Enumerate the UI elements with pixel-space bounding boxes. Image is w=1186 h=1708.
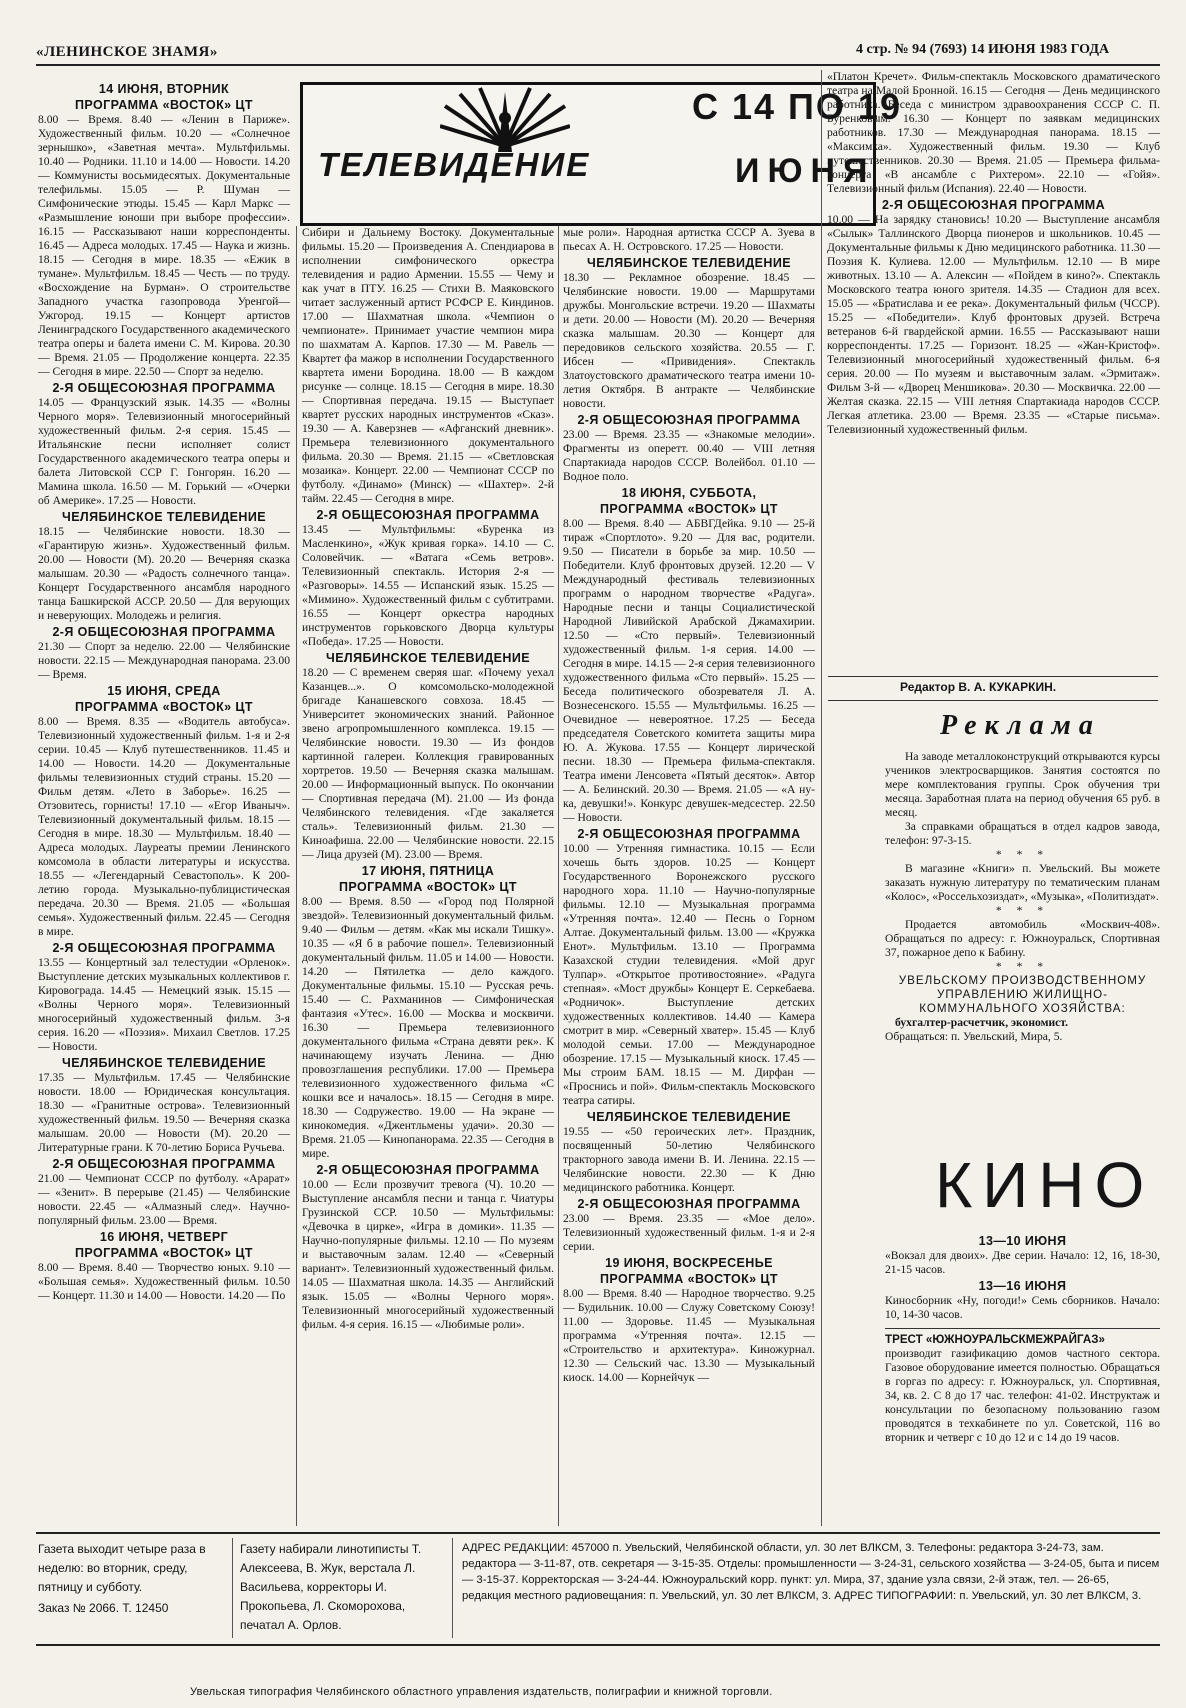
section-heading: 2-Я ОБЩЕСОЮЗНАЯ ПРОГРАММА bbox=[881, 198, 1106, 212]
cinema-date: 13—16 ИЮНЯ bbox=[978, 1279, 1067, 1293]
program-text: 10.00 — Если прозвучит тревога (Ч). 10.20 — Выступление ансамбля песни и танца г. Чиатуры Грузинской ССР. 10.50 — Мультфильмы: «Девочка в цирке», «Игра в домики». 11.35 — Научно-популярные фильмы. 12.10 — По музеям и выставочным залам. 12.40 — «Северный вариант». Телевизионный художественный фильм. 14.05 — Шахматная школа. 14.35 — Английский язык. 15.05 — «Волны Черного моря». Телевизионный многосерийный художественный фильм. 4-я серия. 16.15 — «Любимые роли». bbox=[302, 1178, 554, 1331]
column-divider bbox=[452, 1538, 453, 1638]
banner-dates: С 14 ПО 19 bbox=[692, 86, 902, 127]
ad-text: производит газификацию домов частного сектора. Газовое оборудование имеется полностью. Обращаться в горгаз по адресу: г. Южноуральск, ул. Спортивная, 34, кв. 2. С 8 до 17 час. телефон: 41-02. Инструктаж и консультации по безопасному пользованию газом проводятся в техкабинете по ул. Советской, 116 во вторник и четверг с 10 до 12 и с 14 до 19 часов. bbox=[885, 1347, 1160, 1444]
section-heading: 2-Я ОБЩЕСОЮЗНАЯ ПРОГРАММА bbox=[577, 827, 801, 841]
cinema-block bbox=[885, 1232, 1160, 1522]
section-heading: ЧЕЛЯБИНСКОЕ ТЕЛЕВИДЕНИЕ bbox=[587, 256, 791, 270]
program-text: 10.00 — Утренняя гимнастика. 10.15 — Если хочешь быть здоров. 10.25 — Концерт Государственного Воронежского русского народного хора. 11.10 — Научно-популярные фильмы. 12.10 — Музыкальная программа «Утренняя почта». 12.40 — Песнь о Горном Алтае. Документальный фильм. 13.00 — «Кружка Енот». Мультфильм. 13.10 — Программа Казахской студии телевидения. «Мой друг Тулпар». «Открытое противостояние». «Радуга степная». «Мост дружбы» Концерт Е. Серкебаева. «Родничок». Выступление детских художественных коллективов. 14.40 — Камера смотрит в мир. «Северный хватер». 15.45 — Клуб молодой семьи. 17.00 — Международное обозрение. 17.15 — Музыкальный киоск. 17.45 — Мы строим БАМ. 18.15 — М. Дирфан — «Проснись и пой». Фильм-спектакль Московского театра сатиры. bbox=[563, 842, 815, 1107]
ads-block bbox=[885, 750, 1160, 1140]
section-heading: ПРОГРАММА «ВОСТОК» ЦТ bbox=[75, 700, 253, 714]
reklama-title: Реклама bbox=[940, 710, 1101, 741]
program-text: 18.20 — С временем сверяя шаг. «Почему уехал Казанцев...». О комсомольско-молодежной бригаде Канашевского совхоза. 18.45 — Университет экономических знаний. Районное звено агропромышленного комплекса. 19.15 — Челябинские новости. 19.30 — Из фондов картинной галереи. Коллекция гравированных хортретов. 19.50 — Вечерняя сказка малышам. 20.00 — Информационный выпуск. По окончании — Спортивная передача (М). 21.00 — Из фонда Челябинского телевидения. «Где закаляется сталь». Телевизионный фильм. 21.30 — Киноафиша. 22.00 — Челябинские новости. 22.15 — Лица друзей (М). 23.00 — Время. bbox=[302, 666, 554, 861]
section-heading: ПРОГРАММА «ВОСТОК» ЦТ bbox=[75, 98, 253, 112]
program-text: 18.30 — Рекламное обозрение. 18.45 — Челябинские новости. 19.00 — Маршрутами дружбы. Монгольские встречи. 19.20 — Шахматы и дети. 20.00 — Новости (М). 20.20 — Вечерняя сказка малышам. 20.30 — Концерт для передовиков сельского хозяйства. 20.55 — Г. Ибсен — «Привидения». Спектакль Златоустовского драматического театра имени 10-летия Октября. В антракте — Челябинские новости. bbox=[563, 271, 815, 410]
ad-text: В магазине «Книги» п. Увельский. Вы можете заказать нужную литературу по тематическим планам «Колос», «Россельхозиздат», «Музыка», «Политиздат». bbox=[885, 862, 1160, 903]
banner-title: ТЕЛЕВИДЕНИЕ bbox=[318, 146, 591, 183]
footer-credits: Газету набирали линотиписты Т. Алексеева, В. Жук, верстала Л. Васильева, корректоры И. Прокопьева, Л. Скоморохова, печатал А. Орлов. bbox=[240, 1542, 422, 1632]
cinema-text: Киносборник «Ну, погоди!» Семь сборников. Начало: 10, 14-30 часов. bbox=[885, 1294, 1160, 1321]
program-text: 21.00 — Чемпионат СССР по футболу. «Арарат» — «Зенит». В перерыве (21.45) — Челябинские новости. 22.45 — «Алмазный след». Научно-популярный фильм. 23.00 — Время. bbox=[38, 1172, 290, 1227]
program-text: 23.00 — Время. 23.35 — «Знакомые мелодии». Фрагменты из оперетт. 00.40 — VIII летняя Спартакиада народов СССР. Волейбол. 01.10 — Водное поло. bbox=[563, 428, 815, 483]
program-text: 23.00 — Время. 23.35 — «Мое дело». Телевизионный художественный фильм. 1-я и 2-я серии. bbox=[563, 1212, 815, 1253]
section-heading: 2-Я ОБЩЕСОЮЗНАЯ ПРОГРАММА bbox=[316, 508, 540, 522]
footer-rule bbox=[36, 1644, 1160, 1646]
section-heading: 2-Я ОБЩЕСОЮЗНАЯ ПРОГРАММА bbox=[577, 1197, 801, 1211]
program-text: 14.05 — Французский язык. 14.35 — «Волны Черного моря». Телевизионный многосерийный художественный фильм. 2-я серия. 15.45 — Итальянские песни исполняет солист Государственного академического театра оперы и балета Литовской ССР Г. Гонгорян. 16.20 — Мамина школа. 16.50 — М. Горький — «Очерки об Америке». 17.25 — Новости. bbox=[38, 396, 290, 507]
program-text: 18.15 — Челябинские новости. 18.30 — «Гарантирую жизнь». Художественный фильм. 20.00 — Новости (М). 20.20 — Вечерняя сказка малышам. 20.30 — «Радость солнечного танца». Концерт Государственного ансамбля народного танца Башкирской АССР. 20.50 — Для верующих и неверующих. Молодежь и религия. bbox=[38, 525, 290, 622]
divider bbox=[885, 1328, 1160, 1329]
column-divider bbox=[232, 1538, 233, 1638]
footer-order: Заказ № 2066. Т. 12450 bbox=[38, 1601, 169, 1615]
day-title: 18 ИЮНЯ, СУББОТА, bbox=[621, 486, 757, 500]
ad-text: Обращаться: п. Увельский, Мира, 5. bbox=[885, 1030, 1063, 1043]
footer-address: АДРЕС РЕДАКЦИИ: 457000 п. Увельский, Челябинской области, ул. 30 лет ВЛКСМ, 3. Телефоны: редактора 3-24-73, зам. редактора — 3-11-87, отв. секретаря — 3-15-35. Отделы: промышленности — 3-24-31, сельского хозяйства — 3-24-05, быта и писем — 3-15-37. Корректорская — 3-24-44. Южноуральский корр. пункт: ул. Мира, 37, здание узла связи, 2-й этаж, тел. — 26-65, редакция местного радиовещания: п. Увельский, ул. 30 лет ВЛКСМ, 3. АДРЕС ТИПОГРАФИИ: п. Увельский, ул. 30 лет ВЛКСМ, 3. bbox=[462, 1542, 1160, 1602]
day-title: 16 ИЮНЯ, ЧЕТВЕРГ bbox=[99, 1230, 229, 1244]
cinema-date: 13—10 ИЮНЯ bbox=[978, 1234, 1067, 1248]
program-text: 13.45 — Мультфильмы: «Буренка из Масленкино», «Жук кривая горка». 14.10 — С. Соловейчик. — «Ватага «Семь ветров». Телевизионный спектакль. История 2-я — «Разговоры». 14.55 — Испанский язык. 15.25 — «Мимино». Художественный фильм с субтитрами. 16.55 — Концерт оркестра народных инструментов горьковского Дворца культуры «Победа». 17.25 — Новости. bbox=[302, 523, 554, 648]
cinema-text: «Вокзал для двоих». Две серии. Начало: 12, 16, 18-30, 21-15 часов. bbox=[885, 1249, 1160, 1276]
kino-title: КИНО bbox=[935, 1149, 1155, 1221]
section-heading: ЧЕЛЯБИНСКОЕ ТЕЛЕВИДЕНИЕ bbox=[326, 651, 530, 665]
footer-schedule bbox=[38, 1540, 218, 1618]
separator-stars: * * * bbox=[995, 904, 1050, 917]
day-title: 14 ИЮНЯ, ВТОРНИК bbox=[98, 82, 230, 96]
section-heading: ПРОГРАММА «ВОСТОК» ЦТ bbox=[75, 1246, 253, 1260]
program-text: «Платон Кречет». Фильм-спектакль Московского драматического театра на Малой Бронной. 16.15 — Сегодня — День медицинского работника. Беседа с министром здравоохранения СССР С. П. Буренковым. 16.30 — Концерт по заявкам медицинских работников. 17.30 — Международная панорама. 18.15 — «Максимка». Художественный фильм. 19.30 — Клуб путешественников. 20.30 — Время. 21.05 — Премьера фильма-концерта «В ансамбле с Рихтером». 22.10 — «Гойя». Телевизионный фильм (Испания). 22.40 — Новости. bbox=[827, 70, 1160, 195]
ad-text: Продается автомобиль «Москвич-408». Обращаться по адресу: г. Южноуральск, Спортивная 37, пожарное депо к Бабину. bbox=[885, 918, 1160, 959]
section-heading: ПРОГРАММА «ВОСТОК» ЦТ bbox=[600, 502, 778, 516]
section-heading: 2-Я ОБЩЕСОЮЗНАЯ ПРОГРАММА bbox=[52, 1157, 276, 1171]
column-2 bbox=[302, 226, 554, 1526]
editor-name: Редактор В. А. КУКАРКИН. bbox=[900, 680, 1057, 694]
column-4 bbox=[827, 70, 1160, 670]
ad-text: На заводе металлоконструкций открываются курсы учеников электросварщиков. Занятия состоятся по мере комплектования группы. Срок обучения три месяца. Заработная плата на период обучения 65 руб. в месяц. bbox=[885, 750, 1160, 819]
masthead-rule bbox=[36, 64, 1160, 66]
section-heading: 2-Я ОБЩЕСОЮЗНАЯ ПРОГРАММА bbox=[52, 381, 276, 395]
ad-heading: УВЕЛЬСКОМУ ПРОИЗВОДСТВЕННОМУ УПРАВЛЕНИЮ ЖИЛИЩНО-КОММУНАЛЬНОГО ХОЗЯЙСТВА: bbox=[898, 974, 1147, 1015]
program-text: 8.00 — Время. 8.40 — Народное творчество. 9.25 — Будильник. 10.00 — Служу Советскому Союзу! 11.00 — Здоровье. 11.45 — Музыкальная программа «Утренняя почта». 12.15 — «Строительство и архитектура». Киножурнал. 12.30 — Сельский час. 13.30 — Музыкальный киоск. 14.00 — Корнейчук — bbox=[563, 1287, 815, 1384]
day-title: 19 ИЮНЯ, ВОСКРЕСЕНЬЕ bbox=[605, 1256, 773, 1270]
printer-line: Увельская типография Челябинского областного управления издательств, полиграфии и книжной торговли. bbox=[190, 1686, 773, 1698]
program-text: 19.55 — «50 героических лет». Праздник, посвященный 50-летию Челябинского тракторного завода имени В. И. Ленина. 22.15 — Челябинские новости. 22.30 — К Дню медицинского работника. Концерт. bbox=[563, 1125, 815, 1194]
separator-stars: * * * bbox=[995, 960, 1050, 973]
ad-text: бухгалтер-расчетчик, экономист. bbox=[895, 1016, 1069, 1029]
column-divider bbox=[296, 226, 297, 1526]
section-heading: ПРОГРАММА «ВОСТОК» ЦТ bbox=[339, 880, 517, 894]
program-text: 8.00 — Время. 8.50 — «Город под Полярной звездой». Телевизионный документальный фильм. 9.40 — Фильм — детям. «Как мы искали Тишку». 10.35 — «Я б в рабочие пошел». Телевизионный документальный фильм. 11.05 и 14.00 — Новости. 14.20 — Пятилетка — дело каждого. Документальные фильмы. 15.10 — Русская речь. 15.40 — С. Рахманинов — Симфоническая фантазия «Утес». 16.00 — Москва и москвичи. 16.30 — Премьера телевизионного документального фильма «Страна девяти рек». К начинающему изучать Ленина. — Дню провозглашения республики. 17.00 — Премьера телевизионного художественного фильма «С кошки все и началось». 18.15 — Сегодня в мире. 18.30 — Содружество. 19.00 — На экране — кинокомедия. «Джентльмены удачи». 20.30 — Время. 21.05 — Кинопанорама. 22.35 — Сегодня в мире. bbox=[302, 895, 554, 1160]
section-heading: ЧЕЛЯБИНСКОЕ ТЕЛЕВИДЕНИЕ bbox=[62, 510, 266, 524]
program-text: 13.55 — Концертный зал телестудии «Орленок». Выступление детских музыкальных коллективов г. Кировограда. 14.45 — Немецкий язык. 15.15 — «Волны Черного моря». Телевизионный многосерийный художественный фильм. 3-я серия. 16.20 — «Поэзия». Михаил Светлов. 17.25 — Новости. bbox=[38, 956, 290, 1053]
program-text: 8.00 — Время. 8.40 — АБВГДейка. 9.10 — 25-й тираж «Спортлото». 9.20 — Для вас, родители. 9.50 — Писатели в борьбе за мир. 10.50 — Победители. Клуб фронтовых друзей. 12.20 — V Международный фестиваль телевизионных программ о народном творчестве «Радуга». Народные песни и танцы Социалистической Народной Ливийской Арабской Джамахирии. 12.50 — «Сто первый». Телевизионный художественный фильм. 1-я серия. 14.00 — Сегодня в мире. 14.15 — 2-я серия телевизионного художественного фильма «Сто первый». 15.25 — Беседа политического обозревателя Л. А. Вознесенского. 15.55 — Мультфильмы. 16.25 — Очевидное — невероятное. 17.25 — Беседа председателя Советского комитета защиты мира Ю. А. Жукова. 17.55 — Концерт лирической песни. 18.30 — Премьера фильма-спектакля. Театра имени Ленсовета «Пятый десяток». Автор — А. Белинский. 20.30 — Время. 21.05 — «А ну-ка, девушки!». Конкурс девушек-медсестер. 22.50 — Новости. bbox=[563, 517, 815, 824]
ad-heading: ТРЕСТ «ЮЖНОУРАЛЬСКМЕЖРАЙГАЗ» bbox=[885, 1333, 1105, 1346]
column-1 bbox=[38, 80, 290, 1500]
section-heading: 2-Я ОБЩЕСОЮЗНАЯ ПРОГРАММА bbox=[52, 941, 276, 955]
program-text: 10.00 — На зарядку становись! 10.20 — Выступление ансамбля «Сылык» Таллинского Дворца пионеров и школьников. 10.45 — Документальные фильмы к Дню медицинского работника. 11.30 — Поэзия К. Кулиева. 12.00 — Мультфильм. 12.10 — В мире животных. 13.10 — А. Алексин — «Пойдем в кино?». Спектакль Московского театра юного зрителя. 14.35 — Стадион для всех. 15.05 — «Братислава и ее река». Документальный фильм (ЧССР). 15.25 — «Победители». Клуб фронтовых друзей. Встреча ветеранов 6-й гвардейской армии. 16.55 — Рассказывают наши корреспонденты. 17.25 — Горизонт. 18.25 — «Жан-Кристоф». Телевизионный многосерийный художественный фильм. 6-я серия. 20.00 — По музеям и выставочным залам. «Эрмитаж». Фильм 3-й — «Дворец Меншикова». 20.30 — Москвичка. 22.00 — Желтая сказка. 22.15 — VIII летняя Спартакиада народов СССР. Легкая атлетика. 23.00 — Время. 23.35 — «Старые письма». Телевизионный художественный фильм. bbox=[827, 213, 1160, 436]
section-heading: 2-Я ОБЩЕСОЮЗНАЯ ПРОГРАММА bbox=[316, 1163, 540, 1177]
separator-stars: * * * bbox=[995, 848, 1050, 861]
section-heading: 2-Я ОБЩЕСОЮЗНАЯ ПРОГРАММА bbox=[577, 413, 801, 427]
program-text: 8.00 — Время. 8.40 — «Ленин в Париже». Художественный фильм. 10.20 — «Солнечное зернышко», «Заветная мечта». Мультфильмы. 10.40 — Родники. 11.10 и 14.00 — Новости. 14.20 — Коммунисты восьмидесятых. Документальные телефильмы. 15.05 — Р. Шуман — Симфонические этюды. 15.45 — Карл Маркс — «Размышление юноши при выборе профессии». 16.15 — Рассказывают наши корреспонденты. 16.45 — Адреса молодых. 17.45 — Наука и жизнь. 18.15 — Сегодня в мире. 18.35 — «Ежик в тумане». Мультфильм. 18.45 — Честь — по труду. «Восхождение на Бурман». О строительстве Западного участка газопровода Уренгой—Ужгород. 19.15 — Концерт артистов Ленинградского Государственного академического театра оперы и балета имени С. М. Кирова. 20.30 — Время. 21.05 — Продолжение концерта. 22.35 — Сегодня в мире. 22.50 — Спорт за неделю. bbox=[38, 113, 290, 378]
column-3 bbox=[563, 226, 815, 1526]
program-text: 8.00 — Время. 8.40 — Творчество юных. 9.10 — «Большая семья». Художественный фильм. 10.50 — Концерт. 11.30 и 14.00 — Новости. 14.20 — По bbox=[38, 1261, 290, 1302]
day-title: 15 ИЮНЯ, СРЕДА bbox=[107, 684, 221, 698]
ad-text: За справками обращаться в отдел кадров завода, телефон: 97-3-15. bbox=[885, 820, 1160, 847]
section-heading: 2-Я ОБЩЕСОЮЗНАЯ ПРОГРАММА bbox=[52, 625, 276, 639]
column-divider bbox=[558, 226, 559, 1526]
program-text: 21.30 — Спорт за неделю. 22.00 — Челябинские новости. 22.15 — Международная панорама. 23.00 — Время. bbox=[38, 640, 290, 681]
newspaper-name: «ЛЕНИНСКОЕ ЗНАМЯ» bbox=[36, 44, 218, 60]
banner-month: ИЮНЯ bbox=[735, 152, 876, 190]
day-title: 17 ИЮНЯ, ПЯТНИЦА bbox=[361, 864, 495, 878]
program-text: 8.00 — Время. 8.35 — «Водитель автобуса». Телевизионный художественный фильм. 1-я и 2-я серии. 10.45 — Клуб путешественников. 11.45 и 14.00 — Новости. 14.20 — Документальные фильмы телевизионных студий страны. 15.20 — Фильм детям. «Лето в Заборье». 16.25 — Отзовитесь, горнисты! 17.10 — «Егор Иваныч». Телевизионный документальный фильм. 18.15 — Сегодня в мире. 18.30 — Мультфильм. 18.40 — Адреса молодых. Лауреаты премии Ленинского комсомола в области литературы и искусства. 18.55 — «Легендарный Севастополь». К 200-летию города. Музыкально-публицистическая передача. 20.30 — Время. 21.05 — «Большая семья». Художественный фильм. 22.45 — Сегодня в мире. bbox=[38, 715, 290, 938]
section-heading: ПРОГРАММА «ВОСТОК» ЦТ bbox=[600, 1272, 778, 1286]
program-text: 17.35 — Мультфильм. 17.45 — Челябинские новости. 18.00 — Юридическая консультация. 18.30 — «Гранитные острова». Телевизионный художественный фильм. 19.50 — Вечерняя сказка малышам. 20.00 — Новости (М). 20.20 — Литературные грани. К 70-летию Бориса Ручьева. bbox=[38, 1071, 290, 1154]
section-heading: ЧЕЛЯБИНСКОЕ ТЕЛЕВИДЕНИЕ bbox=[62, 1056, 266, 1070]
divider bbox=[828, 676, 1158, 677]
column-divider bbox=[821, 70, 822, 1526]
program-text: Сибири и Дальнему Востоку. Документальные фильмы. 15.20 — Произведения А. Спендиарова в исполнении симфонического оркестра телевидения и радио Армении. 15.55 — Чему и как учат в ПТУ. 16.25 — Стихи В. Маяковского читает заслуженный артист РСФСР Е. Киндинов. 17.00 — Шахматная школа. «Чемпион о чемпионате». Принимает участие чемпион мира по шахматам А. Карпов. 17.30 — М. Равель — Квартет фа мажор в исполнении Государственного квартета имени Бородина. 18.00 — В каждом рисунке — солнце. 18.15 — Сегодня в мире. 18.30 — Спортивная передача. 19.15 — Выступает квартет русских народных инструментов «Сказ». 19.30 — А. Каверзнев — «Афганский дневник». Премьера телевизионного документального фильма. 20.30 — Время. 21.15 — «Светловская мозаика». Концерт. 22.00 — Чемпионат СССР по футболу. «Динамо» (Минск) — «Шахтер». 2-й тайм. 22.45 — Сегодня в мире. bbox=[302, 226, 554, 505]
section-heading: ЧЕЛЯБИНСКОЕ ТЕЛЕВИДЕНИЕ bbox=[587, 1110, 791, 1124]
footer-text: Газета выходит четыре раза в неделю: во вторник, среду, пятницу и субботу. bbox=[38, 1542, 206, 1594]
footer-rule bbox=[36, 1532, 1160, 1534]
program-text: мые роли». Народная артистка СССР А. Зуева в пьесах А. Н. Островского. 17.25 — Новости. bbox=[563, 226, 815, 253]
issue-info: 4 стр. № 94 (7693) 14 ИЮНЯ 1983 ГОДА bbox=[856, 42, 1110, 57]
divider bbox=[828, 700, 1158, 701]
